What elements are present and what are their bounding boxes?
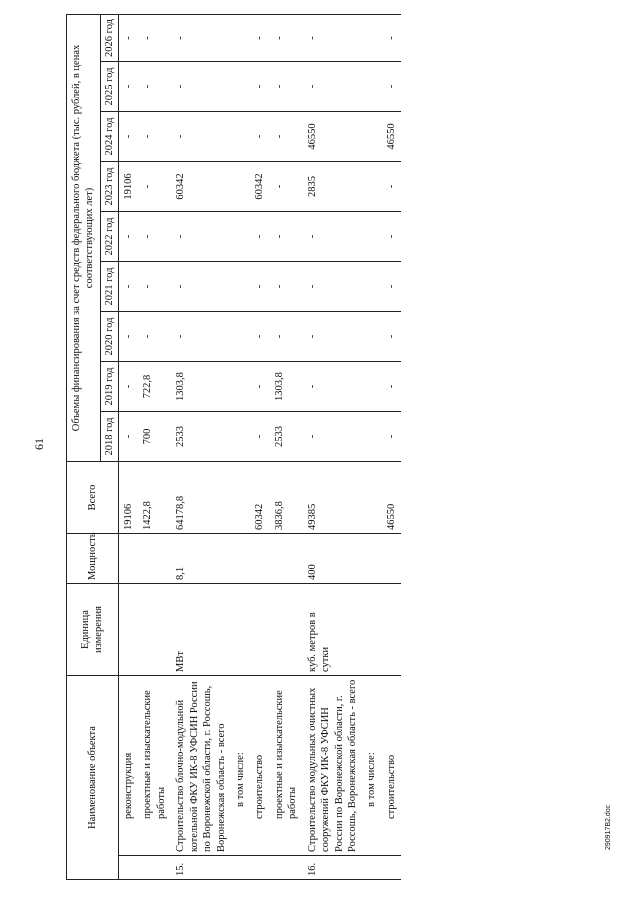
row-unit xyxy=(250,584,269,676)
row-capacity xyxy=(270,534,303,584)
header-name: Наименование объекта xyxy=(67,676,119,880)
row-year-value xyxy=(231,162,250,212)
row-year-value: - xyxy=(171,212,231,262)
funding-table xyxy=(66,14,401,880)
table-row xyxy=(250,14,269,879)
row-year-value xyxy=(362,62,381,112)
row-number xyxy=(250,856,269,880)
row-year-value: 2533 xyxy=(270,412,303,462)
header-year: 2022 год xyxy=(100,212,118,262)
row-year-value xyxy=(231,412,250,462)
row-year-value: - xyxy=(382,212,401,262)
header-year: 2023 год xyxy=(100,162,118,212)
row-unit xyxy=(138,584,171,676)
row-number xyxy=(382,856,401,880)
table-row xyxy=(138,14,171,879)
row-year-value: - xyxy=(303,14,363,61)
table-row xyxy=(362,14,381,879)
row-year-value: - xyxy=(303,362,363,412)
row-year-value: 700 xyxy=(138,412,171,462)
row-year-value: - xyxy=(270,162,303,212)
row-year-value: 46550 xyxy=(303,112,363,162)
row-year-value: - xyxy=(250,62,269,112)
header-year: 2025 год xyxy=(100,62,118,112)
row-year-value: - xyxy=(138,262,171,312)
row-name: проектные и изыскательские работы xyxy=(138,676,171,856)
row-year-value: - xyxy=(270,62,303,112)
header-total: Всего xyxy=(67,462,119,534)
table-row xyxy=(231,14,250,879)
row-number: 15. xyxy=(171,856,231,880)
row-year-value: - xyxy=(270,262,303,312)
row-year-value: - xyxy=(250,14,269,61)
row-total: 60342 xyxy=(250,462,269,534)
row-name: в том числе: xyxy=(362,676,381,856)
row-total: 1422,8 xyxy=(138,462,171,534)
row-year-value: - xyxy=(118,412,138,462)
row-capacity xyxy=(382,534,401,584)
row-number xyxy=(231,856,250,880)
row-year-value: 60342 xyxy=(250,162,269,212)
row-year-value: - xyxy=(171,14,231,61)
header-year: 2021 год xyxy=(100,262,118,312)
row-year-value: - xyxy=(171,62,231,112)
row-capacity xyxy=(138,534,171,584)
row-year-value: - xyxy=(118,362,138,412)
row-unit xyxy=(118,584,138,676)
header-year: 2020 год xyxy=(100,312,118,362)
row-name: Строительство блочно-модульной котельной ФКУ ИК-8 УФСИН России по Воронежской области, г. Россошь, Воронежская область - всего xyxy=(171,676,231,856)
row-unit xyxy=(362,584,381,676)
row-year-value: 60342 xyxy=(171,162,231,212)
row-capacity xyxy=(231,534,250,584)
row-year-value: - xyxy=(118,212,138,262)
row-total xyxy=(362,462,381,534)
row-year-value: - xyxy=(171,262,231,312)
footer-filename: 290917B2.doc xyxy=(605,804,612,850)
header-capacity: Мощность xyxy=(67,534,119,584)
row-year-value xyxy=(362,162,381,212)
row-number: 16. xyxy=(303,856,363,880)
row-year-value: - xyxy=(250,362,269,412)
row-year-value: 2533 xyxy=(171,412,231,462)
row-year-value: - xyxy=(250,262,269,312)
row-year-value xyxy=(362,112,381,162)
row-year-value: - xyxy=(270,14,303,61)
row-year-value: - xyxy=(118,14,138,61)
header-funding: Объемы финансирования за счет средств федерального бюджета (тыс. рублей, в ценах соответствующих лет) xyxy=(67,14,101,461)
row-year-value: - xyxy=(270,312,303,362)
row-year-value: - xyxy=(303,212,363,262)
row-capacity xyxy=(118,534,138,584)
row-year-value: - xyxy=(250,312,269,362)
row-year-value: - xyxy=(382,312,401,362)
row-year-value xyxy=(231,62,250,112)
row-year-value: - xyxy=(138,14,171,61)
row-total: 19106 xyxy=(118,462,138,534)
row-year-value xyxy=(231,112,250,162)
row-year-value: - xyxy=(382,62,401,112)
row-unit xyxy=(231,584,250,676)
row-year-value: - xyxy=(138,162,171,212)
header-year: 2019 год xyxy=(100,362,118,412)
row-year-value: - xyxy=(138,212,171,262)
row-total: 64178,8 xyxy=(171,462,231,534)
table-body xyxy=(118,14,401,879)
row-year-value: - xyxy=(250,112,269,162)
row-unit xyxy=(270,584,303,676)
page-number: 61 xyxy=(32,438,46,450)
header-unit: Единица измерения xyxy=(67,584,119,676)
row-total: 49385 xyxy=(303,462,363,534)
header-year: 2018 год xyxy=(100,412,118,462)
row-year-value: - xyxy=(171,112,231,162)
row-number xyxy=(270,856,303,880)
row-year-value: - xyxy=(382,162,401,212)
row-year-value: - xyxy=(382,362,401,412)
row-total: 46550 xyxy=(382,462,401,534)
row-year-value: - xyxy=(303,62,363,112)
row-year-value: - xyxy=(382,412,401,462)
row-name: строительство xyxy=(382,676,401,856)
row-year-value: - xyxy=(118,62,138,112)
row-number xyxy=(362,856,381,880)
row-capacity: 400 xyxy=(303,534,363,584)
table-row xyxy=(270,14,303,879)
row-year-value: - xyxy=(303,262,363,312)
row-year-value xyxy=(362,262,381,312)
row-year-value xyxy=(362,14,381,61)
row-year-value: - xyxy=(250,412,269,462)
row-year-value xyxy=(231,362,250,412)
row-name: проектные и изыскательские работы xyxy=(270,676,303,856)
row-capacity: 8,1 xyxy=(171,534,231,584)
row-number xyxy=(138,856,171,880)
row-year-value: - xyxy=(270,212,303,262)
row-year-value: - xyxy=(118,312,138,362)
row-year-value: - xyxy=(138,312,171,362)
row-year-value: 722,8 xyxy=(138,362,171,412)
row-unit: куб. метров в сутки xyxy=(303,584,363,676)
row-year-value: 1303,8 xyxy=(171,362,231,412)
row-year-value: - xyxy=(138,62,171,112)
header-year: 2024 год xyxy=(100,112,118,162)
row-capacity xyxy=(250,534,269,584)
row-year-value: - xyxy=(118,262,138,312)
rotated-table-area xyxy=(66,15,602,880)
row-year-value: - xyxy=(382,262,401,312)
row-year-value: 1303,8 xyxy=(270,362,303,412)
row-year-value xyxy=(362,412,381,462)
row-year-value xyxy=(231,312,250,362)
row-year-value xyxy=(362,362,381,412)
row-unit: МВт xyxy=(171,584,231,676)
row-unit xyxy=(382,584,401,676)
row-name: в том числе: xyxy=(231,676,250,856)
row-year-value: 19106 xyxy=(118,162,138,212)
table-row xyxy=(382,14,401,879)
row-year-value: 2835 xyxy=(303,162,363,212)
table-row xyxy=(303,14,363,879)
row-name: реконструкция xyxy=(118,676,138,856)
row-year-value: - xyxy=(138,112,171,162)
table-row xyxy=(171,14,231,879)
row-year-value: - xyxy=(303,412,363,462)
row-year-value: - xyxy=(303,312,363,362)
row-year-value: - xyxy=(118,112,138,162)
row-year-value xyxy=(231,14,250,61)
row-year-value xyxy=(362,312,381,362)
row-capacity xyxy=(362,534,381,584)
table-row xyxy=(118,14,138,879)
row-year-value xyxy=(231,262,250,312)
row-number xyxy=(118,856,138,880)
row-total: 3836,8 xyxy=(270,462,303,534)
row-name: Строительство модульных очистных сооружений ФКУ ИК-8 УФСИН России по Воронежской области, г. Россошь, Воронежская область - всего xyxy=(303,676,363,856)
row-year-value: 46550 xyxy=(382,112,401,162)
row-year-value: - xyxy=(250,212,269,262)
row-year-value xyxy=(231,212,250,262)
row-total xyxy=(231,462,250,534)
row-year-value: - xyxy=(270,112,303,162)
header-year: 2026 год xyxy=(100,14,118,61)
row-year-value: - xyxy=(382,14,401,61)
row-year-value: - xyxy=(171,312,231,362)
row-name: строительство xyxy=(250,676,269,856)
row-year-value xyxy=(362,212,381,262)
